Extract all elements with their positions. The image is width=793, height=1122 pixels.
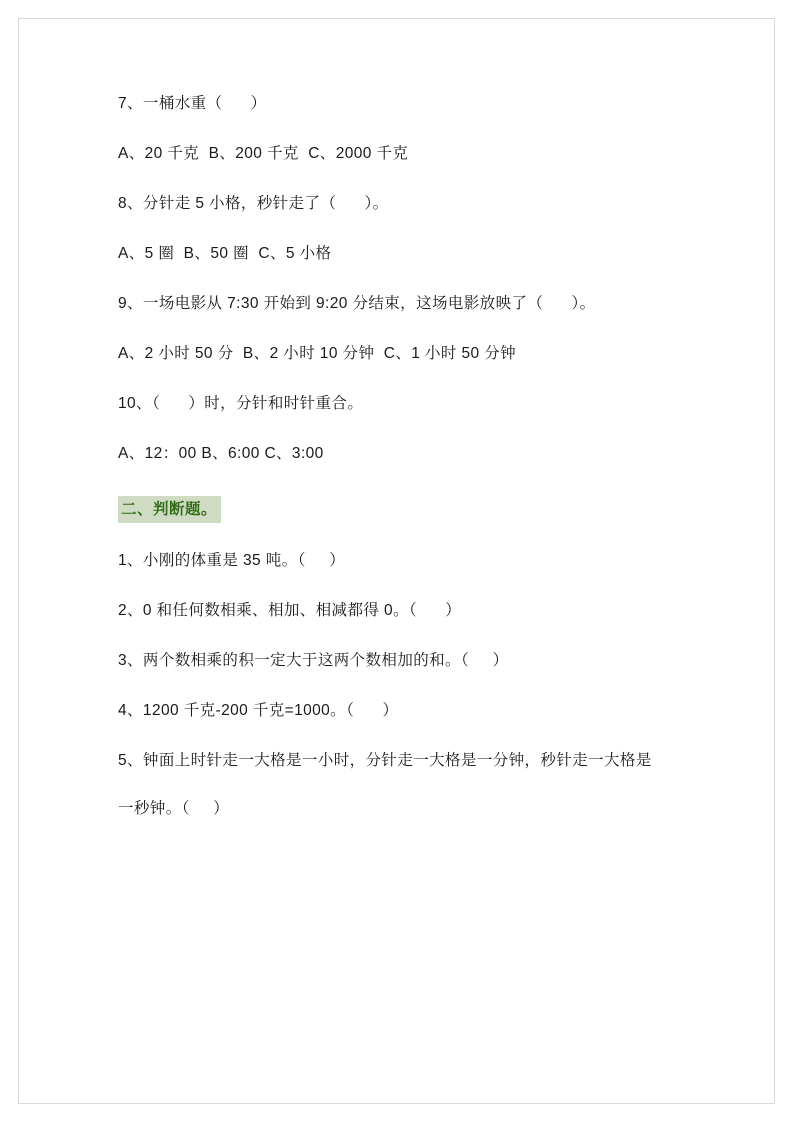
section-heading-2 [118, 496, 678, 523]
truefalse-5: 5、钟面上时针走一大格是一小时，分针走一大格是一分钟，秒针走一大格是 [118, 752, 652, 770]
truefalse-3: 3、两个数相乘的积一定大于这两个数相加的和。（ ） [118, 652, 509, 670]
question-10-options: A、12：00 B、6:00 C、3:00 [118, 445, 324, 463]
truefalse-4: 4、1200 千克-200 千克=1000。（ ） [118, 702, 399, 720]
question-9-options: A、2 小时 50 分 B、2 小时 10 分钟 C、1 小时 50 分钟 [118, 345, 517, 363]
truefalse-2: 2、0 和任何数相乘、相加、相减都得 0。（ ） [118, 602, 462, 620]
truefalse-1: 1、小刚的体重是 35 吨。（ ） [118, 552, 346, 570]
question-8-options: A、5 圈 B、50 圈 C、5 小格 [118, 245, 332, 263]
question-10: 10、（ ）时，分针和时针重合。 [118, 395, 364, 413]
question-7-options: A、20 千克 B、200 千克 C、2000 千克 [118, 145, 409, 163]
question-7: 7、一桶水重（ ） [118, 95, 267, 112]
question-8: 8、分针走 5 小格，秒针走了（ ）。 [118, 195, 389, 213]
section-heading-2-label: 二、判断题。 [118, 496, 221, 523]
truefalse-5-continued: 一秒钟。（ ） [118, 800, 230, 818]
document-content [118, 92, 678, 847]
question-9: 9、一场电影从 7:30 开始到 9:20 分结束，这场电影放映了（ ）。 [118, 295, 596, 313]
